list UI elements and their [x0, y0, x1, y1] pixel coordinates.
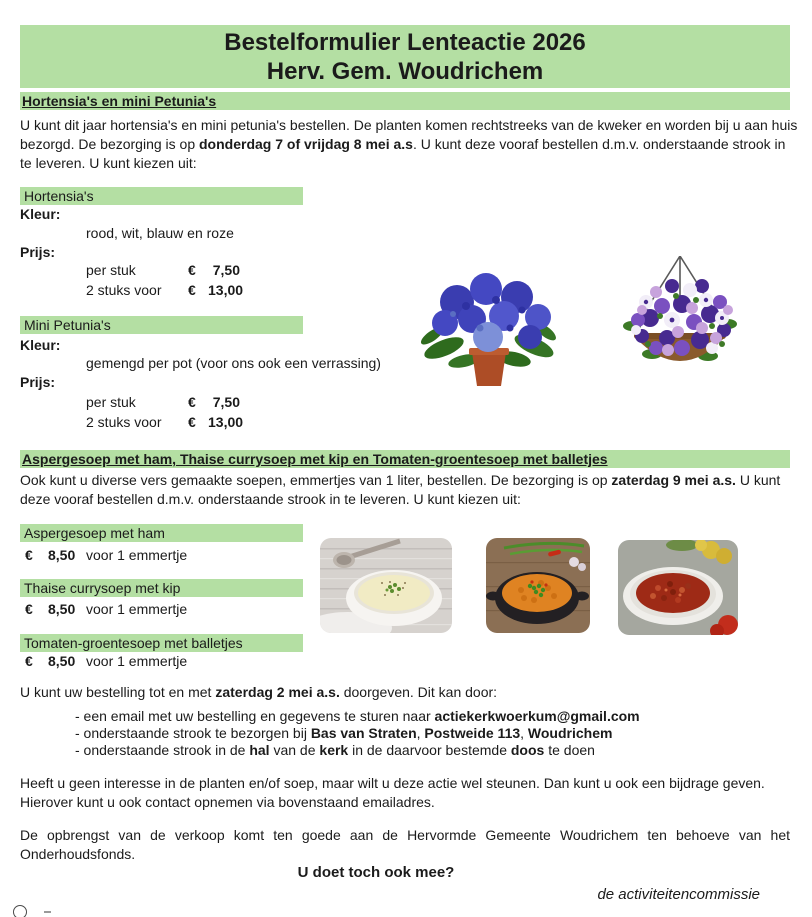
drop-location-doos: doos — [510, 742, 545, 758]
petunia-banner: Mini Petunia's — [20, 316, 303, 334]
hortensia-price-row-2 — [86, 282, 244, 298]
price-amount: 8,50 — [48, 547, 76, 563]
hortensia-banner: Hortensia's — [20, 187, 303, 205]
bullet-text: in de daarvoor bestemde — [348, 742, 511, 758]
price-amount: 13,00 — [208, 414, 244, 430]
hydrangea-pot-photo — [420, 262, 558, 390]
price-amount: 7,50 — [212, 262, 240, 278]
separator: , — [520, 725, 528, 741]
price-unit: voor 1 emmertje — [86, 601, 188, 617]
currency-symbol: € — [188, 394, 196, 410]
currency-symbol: € — [188, 414, 196, 430]
hortensia-prijs-label: Prijs: — [20, 244, 56, 260]
scissors-cut-icon — [13, 905, 27, 917]
currency-symbol: € — [25, 547, 33, 563]
bullet-text: - een email met uw bestelling en gegevens te sturen naar — [75, 708, 435, 724]
petunia-kleur-value: gemengd per pot (voor ons ook een verrassing) — [86, 355, 381, 371]
price-label: per stuk — [86, 262, 136, 278]
soups-section-heading — [20, 450, 790, 468]
drop-location-kerk: kerk — [319, 742, 349, 758]
tomato-vegetable-soup-photo — [618, 540, 738, 635]
petunia-price-row-2 — [86, 414, 244, 430]
price-label: 2 stuks voor — [86, 414, 162, 430]
petunia-hanging-basket-photo — [612, 256, 748, 388]
price-amount: 13,00 — [208, 282, 244, 298]
bullet-text: te doen — [544, 742, 595, 758]
soups-section-heading-text: Aspergesoep met ham, Thaise currysoep met kip en Tomaten-groentesoep met balletjes — [22, 451, 608, 467]
plants-section-heading-text: Hortensia's en mini Petunia's — [22, 93, 217, 109]
petunia-kleur-label: Kleur: — [20, 337, 61, 353]
proceeds-paragraph: De opbrengst van de verkoop komt ten goede aan de Hervormde Gemeente Woudrichem ten behoeve van het Onderhoudsfonds. — [20, 827, 790, 862]
price-amount: 8,50 — [48, 601, 76, 617]
price-unit: voor 1 emmertje — [86, 653, 188, 669]
signature: de activiteitencommissie — [597, 886, 760, 903]
petunia-price-row-1 — [86, 394, 240, 410]
closing-line: U doet toch ook mee? — [297, 864, 455, 881]
currency-symbol: € — [188, 262, 196, 278]
price-label: per stuk — [86, 394, 136, 410]
separator: , — [416, 725, 425, 741]
contact-street: Postweide 113 — [424, 725, 521, 741]
ordering-bullet-address — [75, 725, 612, 742]
contact-name: Bas van Straten — [310, 725, 417, 741]
plants-intro-paragraph — [20, 116, 798, 173]
hortensia-kleur-value: rood, wit, blauw en roze — [86, 225, 234, 241]
plants-intro-post: . U kunt deze vooraf bestellen d.m.v. onderstaande strook in te leveren. U kunt kiezen uit: — [20, 136, 786, 171]
contact-city: Woudrichem — [527, 725, 613, 741]
petunia-prijs-label: Prijs: — [20, 374, 56, 390]
price-amount: 7,50 — [212, 394, 240, 410]
form-title-line2: Herv. Gem. Woudrichem — [266, 58, 544, 85]
soups-intro-post: U kunt deze vooraf bestellen d.m.v. onderstaande strook in te leveren. U kunt kiezen uit: — [20, 472, 781, 507]
price-label: 2 stuks voor — [86, 282, 162, 298]
soups-intro-pre: Ook kunt u diverse vers gemaakte soepen, emmertjes van 1 liter, bestellen. De bezorging is op — [20, 472, 612, 488]
soup-banner-tomato: Tomaten-groentesoep met balletjes — [20, 634, 303, 652]
ordering-intro-post: doorgeven. Dit kan door: — [339, 684, 498, 700]
ordering-bullet-church — [75, 742, 595, 759]
bullet-text: - onderstaande strook te bezorgen bij — [75, 725, 311, 741]
plants-section-heading — [20, 92, 790, 110]
thai-curry-soup-photo — [486, 538, 590, 633]
soup-banner-thai-curry: Thaise currysoep met kip — [20, 579, 303, 597]
currency-symbol: € — [188, 282, 196, 298]
order-email-address: actiekerkwoerkum@gmail.com — [434, 708, 640, 724]
asparagus-soup-photo — [320, 538, 452, 633]
currency-symbol: € — [25, 601, 33, 617]
plants-delivery-date: donderdag 7 of vrijdag 8 mei a.s — [199, 136, 413, 152]
soup-price-asparagus — [25, 547, 187, 563]
ordering-bullet-email — [75, 708, 640, 725]
ordering-deadline-date: zaterdag 2 mei a.s. — [215, 684, 340, 700]
plants-intro-pre: U kunt dit jaar hortensia's en mini petunia's bestellen. De planten komen rechtstreeks van de kweker en worden bij u aan huis bezorgd. De bezorging is op — [20, 117, 798, 152]
form-title-line1: Bestelformulier Lenteactie 2026 — [224, 29, 586, 56]
cut-line-dash — [44, 911, 51, 913]
soup-price-tomato — [25, 653, 187, 669]
support-paragraph: Heeft u geen interesse in de planten en/of soep, maar wilt u deze actie wel steunen. Dan kunt u ook een bijdrage geven. Hierover kunt u ook contact opnemen via bovenstaand emailadres. — [20, 775, 765, 810]
soup-banner-asparagus: Aspergesoep met ham — [20, 524, 303, 542]
drop-location-hal: hal — [249, 742, 270, 758]
form-title-banner — [20, 25, 790, 88]
bullet-text: van de — [269, 742, 320, 758]
hortensia-kleur-label: Kleur: — [20, 206, 61, 222]
currency-symbol: € — [25, 653, 33, 669]
soups-delivery-date: zaterdag 9 mei a.s. — [611, 472, 736, 488]
price-unit: voor 1 emmertje — [86, 547, 188, 563]
hortensia-price-row-1 — [86, 262, 240, 278]
ordering-intro — [20, 684, 790, 701]
price-amount: 8,50 — [48, 653, 76, 669]
soup-price-thai-curry — [25, 601, 187, 617]
bullet-text: - onderstaande strook in de — [75, 742, 250, 758]
ordering-intro-pre: U kunt uw bestelling tot en met — [20, 684, 216, 700]
soups-intro-paragraph — [20, 471, 790, 509]
